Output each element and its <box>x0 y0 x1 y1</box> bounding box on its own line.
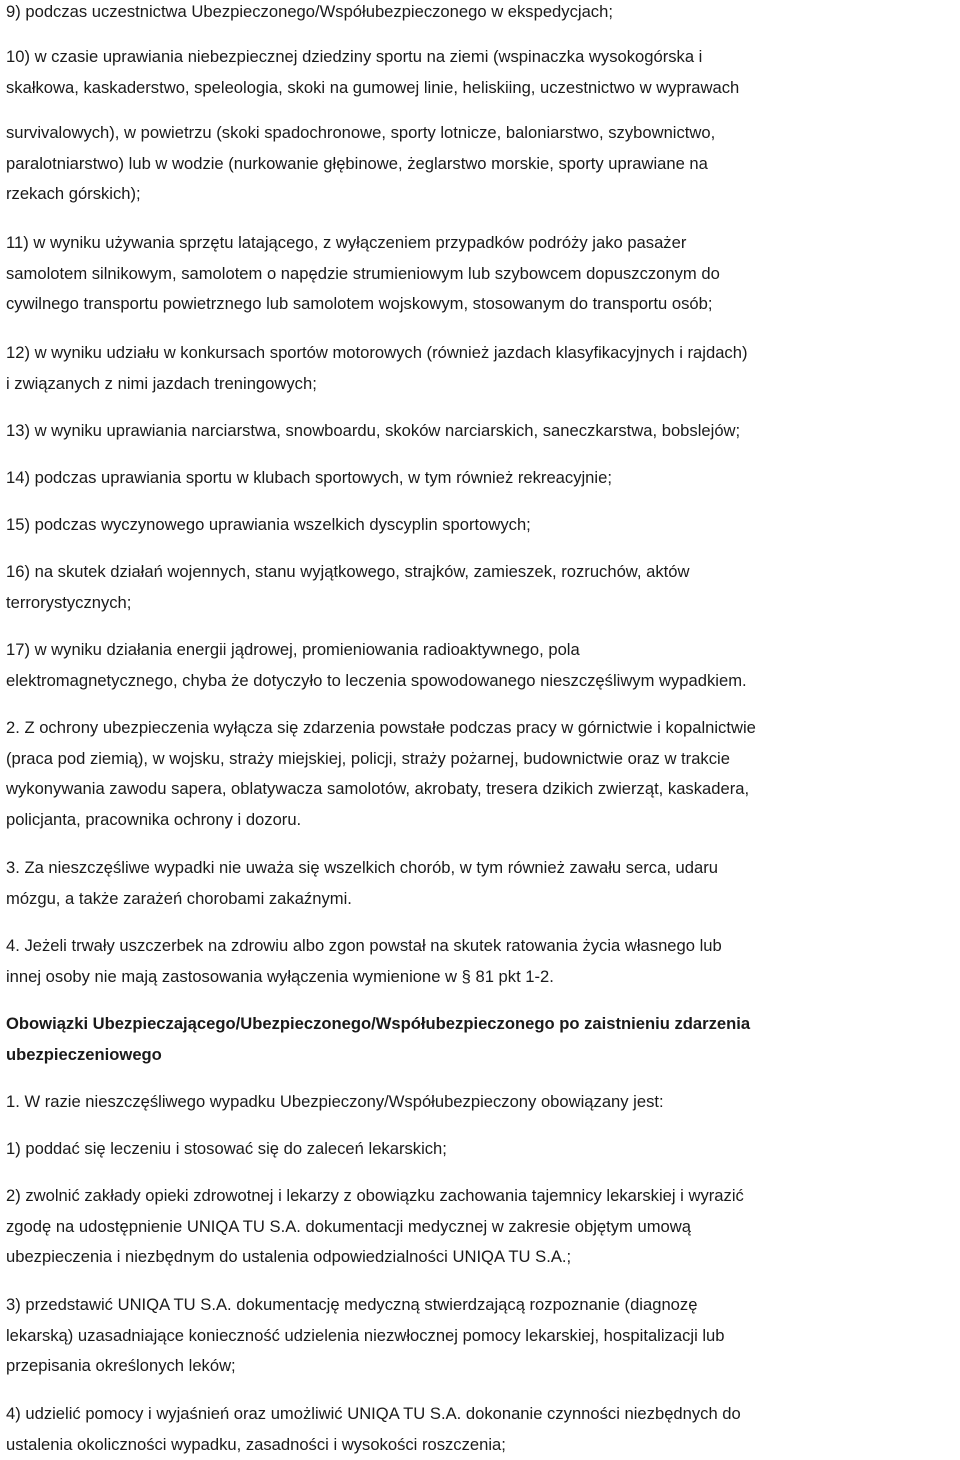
text-line: ustalenia okoliczności wypadku, zasadności i wysokości roszczenia; <box>6 1430 741 1460</box>
exclusion-point-4 <box>6 931 722 992</box>
duty-item-4 <box>6 1399 741 1460</box>
text-line: skałkowa, kaskaderstwo, speleologia, skoki na gumowej linie, heliskiing, uczestnictwo w wyprawach <box>6 73 739 104</box>
exclusion-item-14 <box>6 463 612 494</box>
text-line: cywilnego transportu powietrznego lub samolotem wojskowym, stosowanym do transportu osób; <box>6 289 720 320</box>
text-line: 1) poddać się leczeniu i stosować się do zaleceń lekarskich; <box>6 1134 447 1165</box>
text-line: (praca pod ziemią), w wojsku, straży miejskiej, policji, straży pożarnej, budownictwie oraz w trakcie <box>6 744 756 775</box>
exclusion-item-15 <box>6 510 531 541</box>
text-line: wykonywania zawodu sapera, oblatywacza samolotów, akrobaty, tresera dzikich zwierząt, kaskadera, <box>6 774 756 805</box>
exclusion-item-10-cont <box>6 118 715 210</box>
text-line: rzekach górskich); <box>6 179 715 210</box>
duty-item-2 <box>6 1181 744 1273</box>
text-line: mózgu, a także zarażeń chorobami zakaźnymi. <box>6 884 718 915</box>
text-line: 13) w wyniku uprawiania narciarstwa, snowboardu, skoków narciarskich, saneczkarstwa, bobslejów; <box>6 416 740 447</box>
duty-item-1 <box>6 1134 447 1165</box>
exclusion-point-3 <box>6 853 718 914</box>
text-line: policjanta, pracownika ochrony i dozoru. <box>6 805 756 836</box>
text-line: 9) podczas uczestnictwa Ubezpieczonego/Współubezpieczonego w ekspedycjach; <box>6 0 613 28</box>
text-line: innej osoby nie mają zastosowania wyłączenia wymienione w § 81 pkt 1-2. <box>6 962 722 993</box>
text-line: 3. Za nieszczęśliwe wypadki nie uważa się wszelkich chorób, w tym również zawału serca, udaru <box>6 853 718 884</box>
exclusion-point-2 <box>6 713 756 835</box>
exclusion-item-11 <box>6 228 720 320</box>
exclusion-item-16 <box>6 557 689 618</box>
text-line: 12) w wyniku udziału w konkursach sportów motorowych (również jazdach klasyfikacyjnych i rajdach) <box>6 338 748 369</box>
text-line: 17) w wyniku działania energii jądrowej, promieniowania radioaktywnego, pola <box>6 635 747 666</box>
text-line: paralotniarstwo) lub w wodzie (nurkowanie głębinowe, żeglarstwo morskie, sporty uprawiane na <box>6 149 715 180</box>
text-line: survivalowych), w powietrzu (skoki spadochronowe, sporty lotnicze, baloniarstwo, szybownictwo, <box>6 118 715 149</box>
text-line: samolotem silnikowym, samolotem o napędzie strumieniowym lub szybowcem dopuszczonym do <box>6 259 720 290</box>
exclusion-item-10 <box>6 42 739 103</box>
section-heading <box>6 1009 750 1070</box>
text-line: 16) na skutek działań wojennych, stanu wyjątkowego, strajków, zamieszek, rozruchów, aktów <box>6 557 689 588</box>
text-line: 1. W razie nieszczęśliwego wypadku Ubezpieczony/Współubezpieczony obowiązany jest: <box>6 1087 664 1118</box>
heading-line: ubezpieczeniowego <box>6 1040 750 1071</box>
text-line: 14) podczas uprawiania sportu w klubach sportowych, w tym również rekreacyjnie; <box>6 463 612 494</box>
exclusion-item-13 <box>6 416 740 447</box>
exclusion-item-17 <box>6 635 747 696</box>
text-line: elektromagnetycznego, chyba że dotyczyło to leczenia spowodowanego nieszczęśliwym wypadkiem. <box>6 666 747 697</box>
text-line: lekarską) uzasadniające konieczność udzielenia niezwłocznej pomocy lekarskiej, hospitalizacji lub <box>6 1321 725 1352</box>
text-line: 2. Z ochrony ubezpieczenia wyłącza się zdarzenia powstałe podczas pracy w górnictwie i kopalnictwie <box>6 713 756 744</box>
duty-point-1 <box>6 1087 664 1118</box>
text-line: 3) przedstawić UNIQA TU S.A. dokumentację medyczną stwierdzającą rozpoznanie (diagnozę <box>6 1290 725 1321</box>
exclusion-item-12 <box>6 338 748 399</box>
duty-item-3 <box>6 1290 725 1382</box>
heading-line: Obowiązki Ubezpieczającego/Ubezpieczonego/Współubezpieczonego po zaistnieniu zdarzenia <box>6 1009 750 1040</box>
text-line: 4. Jeżeli trwały uszczerbek na zdrowiu albo zgon powstał na skutek ratowania życia własnego lub <box>6 931 722 962</box>
text-line: zgodę na udostępnienie UNIQA TU S.A. dokumentacji medycznej w zakresie objętym umową <box>6 1212 744 1243</box>
text-line: i związanych z nimi jazdach treningowych; <box>6 369 748 400</box>
text-line: 4) udzielić pomocy i wyjaśnień oraz umożliwić UNIQA TU S.A. dokonanie czynności niezbędnych do <box>6 1399 741 1430</box>
text-line: ubezpieczenia i niezbędnym do ustalenia odpowiedzialności UNIQA TU S.A.; <box>6 1242 744 1273</box>
text-line: 15) podczas wyczynowego uprawiania wszelkich dyscyplin sportowych; <box>6 510 531 541</box>
text-line: 10) w czasie uprawiania niebezpiecznej dziedziny sportu na ziemi (wspinaczka wysokogórska i <box>6 42 739 73</box>
exclusion-item-9 <box>6 0 613 28</box>
text-line: przepisania określonych leków; <box>6 1351 725 1382</box>
text-line: 2) zwolnić zakłady opieki zdrowotnej i lekarzy z obowiązku zachowania tajemnicy lekarskiej i wyrazić <box>6 1181 744 1212</box>
text-line: terrorystycznych; <box>6 588 689 619</box>
text-line: 11) w wyniku używania sprzętu latającego, z wyłączeniem przypadków podróży jako pasażer <box>6 228 720 259</box>
